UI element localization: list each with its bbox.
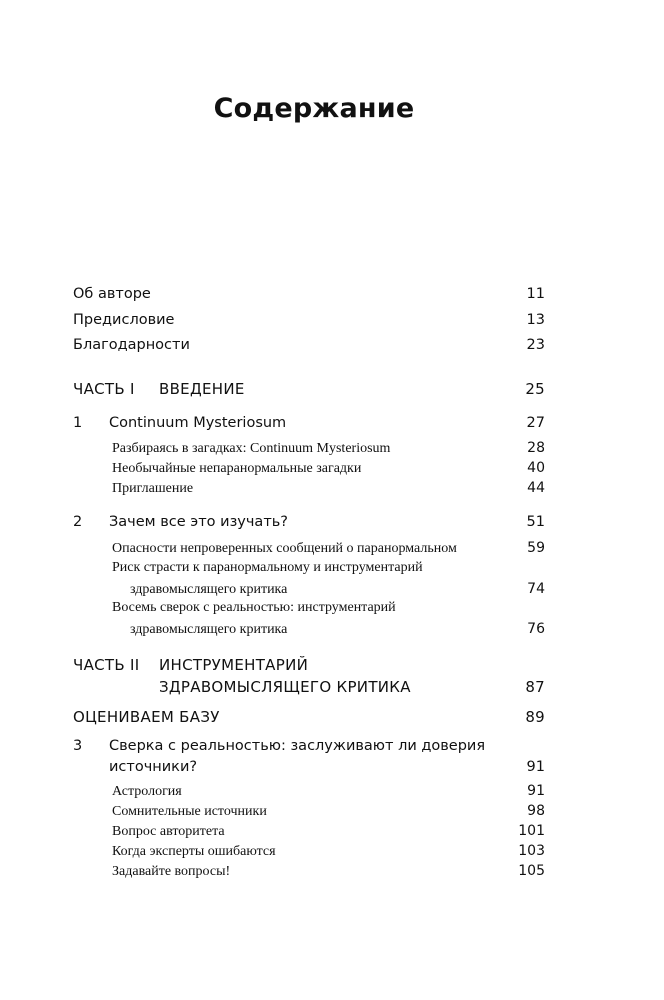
toc-section[interactable] — [112, 863, 545, 880]
chapter-page: 91 — [526, 759, 545, 775]
subpart-page: 89 — [525, 708, 545, 726]
toc-part-2-line2[interactable] — [73, 678, 545, 696]
toc-chapter-3-line1[interactable] — [73, 738, 545, 754]
toc-section[interactable] — [112, 440, 545, 457]
toc-section[interactable] — [112, 540, 545, 557]
toc-chapter-3-line2[interactable] — [73, 759, 545, 775]
section-page: 28 — [527, 440, 545, 456]
toc-entry-page: 23 — [526, 337, 545, 353]
toc-section-line2[interactable] — [130, 621, 545, 638]
part-title: ЗДРАВОМЫСЛЯЩЕГО КРИТИКА — [159, 678, 411, 696]
toc-section-line2[interactable] — [130, 581, 545, 598]
toc-entry-acknowledgements[interactable] — [73, 337, 545, 353]
section-page: 40 — [527, 460, 545, 476]
section-label: Сомнительные источники — [112, 804, 267, 819]
section-page: 44 — [527, 480, 545, 496]
toc-entry-label: Благодарности — [73, 337, 190, 353]
section-label: здравомыслящего критика — [130, 622, 288, 637]
section-label: Астрология — [112, 784, 182, 799]
section-label: Риск страсти к паранормальному и инструментарий — [112, 560, 423, 575]
section-label: Разбираясь в загадках: Continuum Mysteriosum — [112, 441, 391, 456]
section-page: 74 — [527, 581, 545, 597]
toc-entry-page: 13 — [526, 312, 545, 328]
toc-section[interactable] — [112, 480, 545, 497]
toc-chapter-1[interactable] — [73, 415, 545, 431]
subpart-title: ОЦЕНИВАЕМ БАЗУ — [73, 708, 220, 726]
toc-chapter-2[interactable] — [73, 514, 545, 530]
chapter-page: 51 — [526, 514, 545, 530]
section-label: Необычайные непаранормальные загадки — [112, 461, 362, 476]
section-label: Задавайте вопросы! — [112, 864, 231, 879]
chapter-title: источники? — [109, 759, 198, 775]
toc-entry-label: Предисловие — [73, 312, 175, 328]
toc-section[interactable] — [112, 823, 545, 840]
toc-entry-page: 11 — [526, 286, 545, 302]
section-page: 101 — [518, 823, 545, 839]
chapter-title: Continuum Mysteriosum — [109, 415, 287, 431]
section-label: здравомыслящего критика — [130, 582, 288, 597]
toc-section[interactable] — [112, 843, 545, 860]
section-page: 98 — [527, 803, 545, 819]
chapter-number: 3 — [73, 738, 83, 754]
toc-section[interactable] — [112, 803, 545, 820]
part-title: ВВЕДЕНИЕ — [159, 380, 245, 398]
section-page: 103 — [518, 843, 545, 859]
toc-section[interactable] — [112, 783, 545, 800]
chapter-page: 27 — [526, 415, 545, 431]
part-number: ЧАСТЬ I — [73, 380, 135, 398]
section-page: 59 — [527, 540, 545, 556]
toc-section-line1[interactable] — [112, 560, 545, 576]
section-label: Вопрос авторитета — [112, 824, 225, 839]
toc-entry-preface[interactable] — [73, 312, 545, 328]
chapter-title: Сверка с реальностью: заслуживают ли доверия — [109, 738, 486, 754]
page-title: Содержание — [213, 93, 415, 124]
section-page: 76 — [527, 621, 545, 637]
part-page: 87 — [525, 678, 545, 696]
toc-subpart[interactable] — [73, 708, 545, 726]
toc-section-line1[interactable] — [112, 600, 545, 616]
section-label: Опасности непроверенных сообщений о паранормальном — [112, 541, 457, 556]
toc-part-1[interactable] — [73, 380, 545, 398]
section-label: Восемь сверок с реальностью: инструментарий — [112, 600, 396, 615]
chapter-number: 1 — [73, 415, 83, 431]
part-title: ИНСТРУМЕНТАРИЙ — [159, 656, 309, 674]
section-page: 91 — [527, 783, 545, 799]
toc-entry-label: Об авторе — [73, 286, 151, 302]
chapter-number: 2 — [73, 514, 83, 530]
part-number: ЧАСТЬ II — [73, 656, 140, 674]
toc-section[interactable] — [112, 460, 545, 477]
chapter-title: Зачем все это изучать? — [109, 514, 289, 530]
part-page: 25 — [525, 380, 545, 398]
section-label: Приглашение — [112, 481, 194, 496]
toc-part-2-line1[interactable] — [73, 656, 545, 674]
toc-entry-about-author[interactable] — [73, 286, 545, 302]
section-page: 105 — [518, 863, 545, 879]
section-label: Когда эксперты ошибаются — [112, 844, 276, 859]
